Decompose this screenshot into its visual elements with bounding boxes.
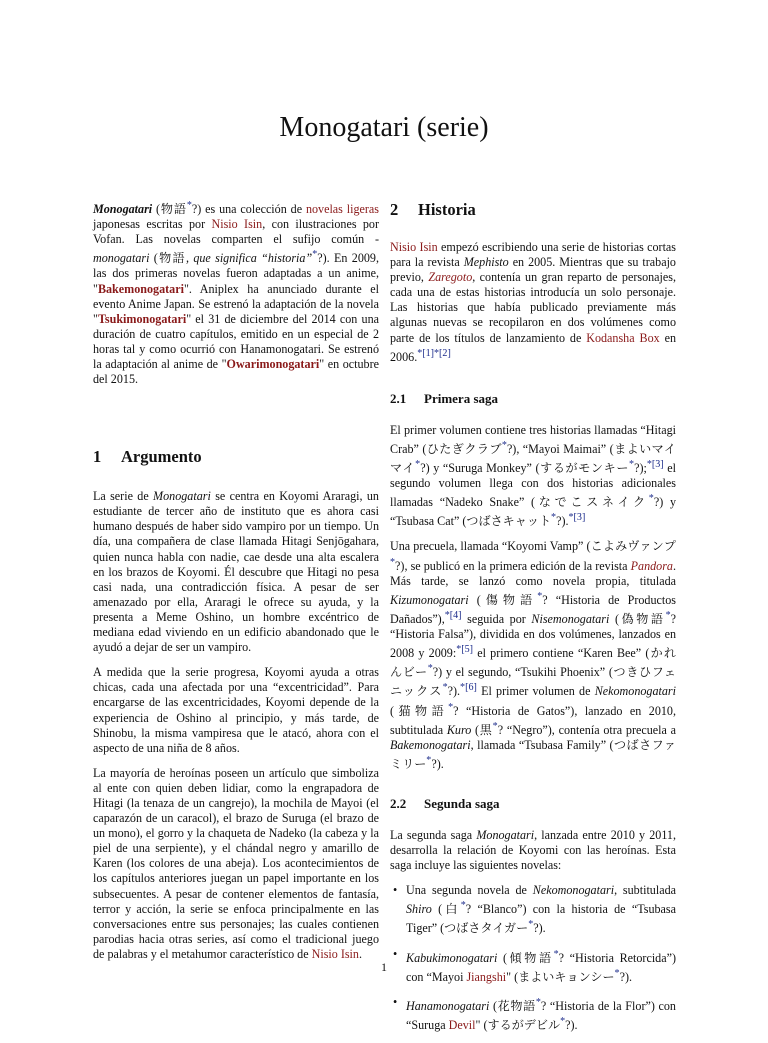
text: empezó escribiendo una serie de historias cortas para la revista: [390, 240, 677, 270]
text: ?) y “Tsubasa Cat” (つばさキャット: [390, 495, 677, 529]
page-title: Monogatari (serie): [279, 112, 489, 143]
text: El primer volumen de: [476, 684, 595, 699]
help-asterisk-link[interactable]: *: [492, 720, 498, 732]
help-asterisk-link[interactable]: *: [537, 590, 543, 602]
primera-saga-paragraph-2: [390, 539, 676, 772]
text: en 2005. Mientras que su trabajo previo,: [390, 255, 676, 285]
text-italic: Shiro: [406, 902, 432, 917]
text: (白: [431, 902, 461, 917]
text: , lanzada entre 2010 y 2011, desarrolla la relación de Koyomi con las heroínas. Esta saga incluye las siguientes novelas:: [390, 827, 676, 873]
text: ? “Historia Falsa”), dividida en dos volúmenes, lanzados en 2008 y 2009:: [390, 611, 676, 661]
help-asterisk-link[interactable]: *: [415, 459, 421, 470]
primera-saga-paragraph-1: [390, 423, 676, 530]
text: El primer volumen contiene tres historias llamadas “Hitagi Crab” (ひたぎクラブ: [390, 422, 676, 456]
intro-text: " el 31 de diciembre del 2014 con una duración de cuatro capítulos, emitido en un especial de 2 horas tal y como ocurrió con Hanamonogatari. Se estrenó la adaptación al anime de ": [93, 311, 379, 371]
text: ?), “Mayoi Maimai” (まよいマイマイ: [390, 441, 676, 476]
help-asterisk-link[interactable]: *: [551, 512, 557, 524]
intro-text: , con ilustraciones por Vofan. Las novelas comparten el sufijo común -: [93, 217, 380, 247]
reference-link[interactable]: *[1]: [417, 347, 435, 359]
text: (黒: [471, 722, 493, 737]
help-asterisk-link[interactable]: *: [528, 919, 534, 931]
text: La serie de: [93, 489, 154, 504]
subsection-title: Segunda saga: [424, 795, 500, 811]
link-pandora[interactable]: Pandora: [630, 558, 673, 573]
intro-text: ?). En 2009, las dos primeras novelas fueron adaptadas a un anime, ": [93, 251, 379, 296]
link-devil[interactable]: Devil: [448, 1018, 476, 1032]
text: ?).: [556, 514, 569, 529]
subsection-number: 2.1: [390, 390, 407, 406]
text: ? “Negro”), contenía otra precuela a: [497, 722, 676, 737]
subsection-title: Primera saga: [424, 390, 499, 406]
bullet-icon: •: [393, 994, 398, 1009]
text: ? “Blanco”) con la historia de “Tsubasa Tiger” (つばさタイガー: [406, 902, 676, 936]
right-column: [390, 200, 676, 1043]
intro-suffix: monogatari: [93, 251, 150, 266]
text: " (するがデビル: [475, 1018, 561, 1032]
text: ?);: [634, 461, 647, 476]
link-nisio-isin[interactable]: Nisio Isin: [211, 217, 263, 232]
section-title: Argumento: [121, 447, 202, 467]
reference-link[interactable]: *[3]: [646, 459, 664, 470]
text: (傾物語: [497, 950, 554, 965]
text: , llamada “Tsubasa Family” (つばさファミリー: [390, 737, 676, 771]
subsection-heading-primera-saga: [390, 391, 676, 407]
help-asterisk-link[interactable]: *: [629, 459, 635, 470]
text-italic: Kuro: [446, 722, 472, 737]
intro-term: Monogatari: [93, 202, 153, 217]
reference-link[interactable]: *[5]: [456, 644, 474, 656]
segunda-saga-paragraph: [390, 828, 676, 873]
text: . Más tarde, se lanzó como novela propia, titulada: [390, 558, 676, 588]
text: ? “Historia de la Flor”) con “Suruga: [406, 998, 676, 1032]
help-asterisk-link[interactable]: *: [312, 249, 318, 261]
help-asterisk-link[interactable]: *: [442, 682, 448, 694]
reference-link[interactable]: *[2]: [434, 347, 451, 359]
text: ?), se publicó en la primera edición de la revista: [395, 558, 631, 573]
link-tsukimonogatari[interactable]: Tsukimonogatari: [97, 311, 187, 326]
text: (花物語: [489, 998, 536, 1013]
text: , contenía un gran reparto de personajes, cada una de estas historias introducía un solo personaje. Las historias que había publicado previamente más algunas nuevas se recopilaron en dos volúmenes como parte de los títulos de lanzamiento de: [390, 270, 677, 345]
text: ?).: [565, 1018, 578, 1032]
text-italic: Hanamonogatari: [406, 998, 490, 1013]
help-asterisk-link[interactable]: *: [553, 948, 559, 960]
subsection-number: 2.2: [390, 795, 407, 811]
help-asterisk-link[interactable]: *: [614, 967, 620, 979]
intro-meaning: , que significa “historia”: [185, 251, 313, 266]
text: ?) y “Suruga Monkey” (するがモンキー: [420, 461, 630, 476]
help-asterisk-link[interactable]: *: [665, 609, 671, 621]
section-heading-argumento: [93, 447, 379, 467]
reference-link[interactable]: *[6]: [460, 682, 477, 694]
intro-paragraph: [93, 198, 379, 387]
bullet-icon: •: [393, 946, 398, 961]
text: seguida por: [461, 611, 532, 626]
argumento-paragraph-3: [93, 766, 379, 962]
intro-text: " en octubre del 2015.: [93, 357, 379, 387]
reference-link[interactable]: *[3]: [568, 512, 586, 524]
link-kodansha-box[interactable]: Kodansha Box: [586, 330, 660, 345]
novel-list: [390, 883, 676, 1033]
help-asterisk-link[interactable]: *: [535, 996, 541, 1008]
help-asterisk-link[interactable]: *: [460, 900, 466, 912]
text: el segundo volumen llega con dos historias adicionales llamadas “Nadeko Snake” (なでこスネイク: [390, 461, 676, 510]
list-item: [393, 994, 676, 1033]
text: Una precuela, llamada “Koyomi Vamp” (こよみヴァンプ: [390, 539, 676, 554]
section-number: 1: [93, 447, 102, 467]
left-column: [93, 198, 379, 972]
section-heading-historia: [390, 200, 676, 220]
text: (猫物語: [390, 703, 449, 718]
historia-paragraph: [390, 240, 676, 365]
text-italic: Nekomonogatari: [594, 684, 676, 699]
text: ? “Historia de Gatos”), lanzado en 2010, subtitulada: [390, 703, 676, 737]
text: se centra en Koyomi Araragi, un estudiante de tercer año de instituto que es ahora casi humano después de haber sido vampiro por un tiempo. Un día, una compañera de clase llamada Hitagi Senjōgahara, quien nunca habla con nadie, cae desde una alta escalera en los brazos de Koyomi. Él descubre que Hitagi no pesa casi nada, una contradicción física. A pesar de ser amenazado por ella, Araragi le ofrece su ayuda, y la presenta a Meme Oshino, un hombre excéntrico de mediana edad viviendo en un edificio abandonado que le ayudó a dejar de ser un vampiro.: [93, 489, 379, 655]
text: el primero contiene “Karen Bee” (かれんビー: [390, 646, 676, 680]
text: en 2006.: [390, 330, 676, 364]
bullet-icon: •: [393, 883, 398, 898]
text: La mayoría de heroínas poseen un artículo que simboliza al ente con quien deben lidiar, como la engrapadora de Hitagi (la tenaza de un cangrejo), la mochila de Mayoi (el caparazón de un caracol), el brazo de Suruga (el brazo de un mono), el gorro y la chaqueta de Nadeko (la cabeza y la piel de una serpiente), y el chándal negro y amarillo de Karen (los colores de una abeja). Los acontecimientos de los capítulos anteriores juegan un papel importante en los subsecuentes. A pesar de contener elementos de fantasía, terror y acción, la serie se enfoca principalmente en las conversaciones entre sus personajes; las cuales contienen parodias hacia otras series, así como el tradicional juego de palabras y el metahumor característico de: [93, 765, 379, 961]
text: ?).: [533, 921, 546, 936]
list-item: [393, 883, 676, 936]
intro-kanji: (物語: [152, 202, 187, 217]
page-number: 1: [381, 960, 387, 974]
help-asterisk-link[interactable]: *: [501, 439, 507, 451]
help-asterisk-link[interactable]: *: [186, 200, 192, 211]
text-italic: Monogatari: [153, 489, 211, 504]
help-asterisk-link[interactable]: *: [427, 663, 433, 675]
text: ?).: [447, 684, 461, 699]
text-italic: Bakemonogatari: [390, 737, 471, 752]
text: ? “Historia de Productos Dañados”),: [390, 592, 676, 626]
text: " (まよいキョンシー: [506, 969, 615, 984]
intro-text: ". Aniplex ha anunciado durante el evento Anime Japan. Se estrenó la adaptación de la novela ": [93, 281, 379, 326]
link-nisio-isin[interactable]: Nisio Isin: [311, 946, 359, 961]
text: ?).: [619, 969, 633, 984]
text: ?).: [431, 756, 444, 771]
link-bakemonogatari[interactable]: Bakemonogatari: [97, 281, 184, 296]
text: .: [358, 946, 362, 961]
text-italic: Mephisto: [463, 255, 509, 270]
text: Una segunda novela de: [406, 883, 533, 898]
text-italic: Kizumonogatari: [390, 592, 469, 607]
link-nisio-isin[interactable]: Nisio Isin: [390, 240, 438, 254]
text: ? “Historia Retorcida”) con “Mayoi: [406, 950, 676, 984]
intro-kanji: (物語: [149, 251, 186, 266]
reference-link[interactable]: *[4]: [444, 609, 462, 621]
link-jiangshi[interactable]: Jiangshi: [466, 969, 507, 984]
help-asterisk-link[interactable]: *: [390, 556, 396, 568]
link-zaregoto[interactable]: Zaregoto: [428, 270, 473, 285]
text-italic: Nisemonogatari: [531, 611, 610, 626]
link-novelas-ligeras[interactable]: novelas ligeras: [305, 202, 379, 217]
text-italic: Kabukimonogatari: [406, 950, 498, 965]
text: (傷物語: [468, 592, 538, 607]
argumento-paragraph-1: [93, 489, 379, 655]
intro-text: japonesas escritas por: [93, 217, 212, 232]
argumento-paragraph-2: A medida que la serie progresa, Koyomi ayuda a otras chicas, cada una afectada por una “excentricidad”. Para encargarse de las excentricidades, Koyomi depende de la experiencia de Oshino al principio, y más tarde, de Shinobu, la misma vampiresa que le atacó, ahora con el aspecto de una niña de 8 años.: [93, 665, 379, 755]
text: La segunda saga: [390, 827, 477, 842]
help-asterisk-link[interactable]: *: [426, 754, 432, 766]
text-italic: Nekomonogatari: [532, 883, 615, 898]
text: , subtitulada: [614, 883, 676, 898]
link-owarimonogatari[interactable]: Owarimonogatari: [226, 357, 320, 371]
text: ?) y el segundo, “Tsukihi Phoenix” (つきひフェニックス: [390, 665, 676, 699]
text-italic: Monogatari: [476, 827, 535, 842]
section-title: Historia: [418, 200, 476, 219]
help-asterisk-link[interactable]: *: [448, 701, 454, 713]
text: (偽物語: [609, 611, 666, 626]
intro-text: ?) es una colección de: [191, 202, 306, 217]
section-number: 2: [390, 200, 399, 219]
help-asterisk-link[interactable]: *: [560, 1015, 566, 1027]
subsection-heading-segunda-saga: [390, 796, 676, 812]
help-asterisk-link[interactable]: *: [648, 493, 654, 505]
